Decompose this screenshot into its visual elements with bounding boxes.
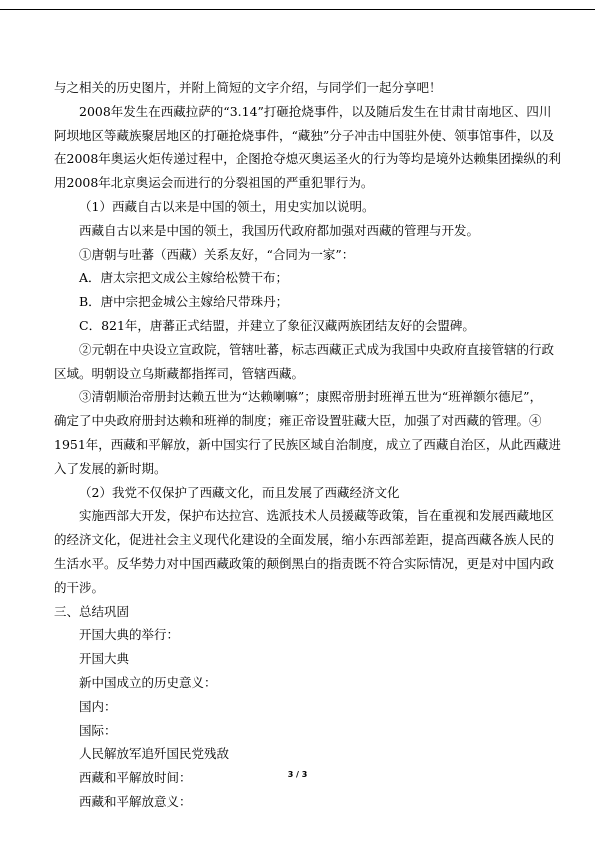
text-line: C．821年，唐蕃正式结盟，并建立了象征汉藏两族团结友好的会盟碑。 xyxy=(79,317,475,333)
text-line: 区域。明朝设立乌斯藏都指挥司，管辖西藏。 xyxy=(54,365,305,381)
text-line: 的经济文化，促进社会主义现代化建设的全面发展，缩小东西部差距，提高西藏各族人民的 xyxy=(54,532,555,548)
text-line: （1）西藏自古以来是中国的领土，用史实加以说明。 xyxy=(79,198,375,214)
text-line: （2）我党不仅保护了西藏文化，而且发展了西藏经济文化 xyxy=(79,484,400,500)
text-line: 入了发展的新时期。 xyxy=(54,460,167,476)
text-line: 国际： xyxy=(79,722,117,738)
text-line: 西藏自古以来是中国的领土，我国历代政府都加强对西藏的管理与开发。 xyxy=(79,222,480,238)
text-line: 开国大典 xyxy=(79,651,130,667)
text-line: 1951年，西藏和平解放，新中国实行了民族区域自治制度，成立了西藏自治区，从此西藏进 xyxy=(54,436,561,452)
text-line: 阿坝地区等藏族聚居地区的打砸抢烧事件，“藏独”分子冲击中国驻外使、领事馆事件，以及 xyxy=(54,127,555,143)
text-line: A．唐太宗把文成公主嫁给松赞干布； xyxy=(79,270,289,286)
text-line: B．唐中宗把金城公主嫁给尺带珠丹； xyxy=(79,294,289,310)
text-line: 用2008年北京奥运会而进行的分裂祖国的严重犯罪行为。 xyxy=(54,175,374,191)
text-line: 西藏和平解放时间： xyxy=(79,770,192,786)
page-number: 3 / 3 xyxy=(287,770,308,779)
text-line: 开国大典的举行： xyxy=(79,627,180,643)
text-line: ②元朝在中央设立宣政院，管辖吐蕃，标志西藏正式成为我国中央政府直接管辖的行政 xyxy=(79,341,555,357)
text-line: 与之相关的历史图片，并附上简短的文字介绍，与同学们一起分享吧！ xyxy=(54,80,442,95)
text-line: 人民解放军追歼国民党残敌 xyxy=(79,746,230,762)
text-line: 在2008年奥运火炬传递过程中，企图抢夺熄灭奥运圣火的行为等均是境外达赖集团操纵的利 xyxy=(54,151,561,167)
text-line: 的干涉。 xyxy=(54,579,105,595)
text-line: 确定了中央政府册封达赖和班禅的制度；雍正帝设置驻藏大臣，加强了对西藏的管理。④ xyxy=(54,413,542,429)
text-line: 生活水平。反华势力对中国西藏政策的颠倒黑白的指责既不符合实际情况，更是对中国内政 xyxy=(54,555,555,571)
text-line: 国内： xyxy=(79,698,117,714)
text-line: ①唐朝与吐蕃（西藏）关系友好，“合同为一家”： xyxy=(79,246,355,262)
text-line: 新中国成立的历史意义： xyxy=(79,674,217,690)
text-line: 三、总结巩固 xyxy=(54,603,130,619)
text-line: 2008年发生在西藏拉萨的“3.14”打砸抢烧事件，以及随后发生在甘肃甘南地区、四川 xyxy=(79,103,552,119)
document-body xyxy=(54,76,561,814)
header-rule xyxy=(0,9,595,10)
text-line: 西藏和平解放意义： xyxy=(79,793,192,809)
text-line: ③清朝顺治帝册封达赖五世为“达赖喇嘛”；康熙帝册封班禅五世为“班禅额尔德尼”， xyxy=(79,389,543,405)
text-line: 实施西部大开发，保护布达拉宫、选派技术人员援藏等政策，旨在重视和发展西藏地区 xyxy=(79,508,555,524)
